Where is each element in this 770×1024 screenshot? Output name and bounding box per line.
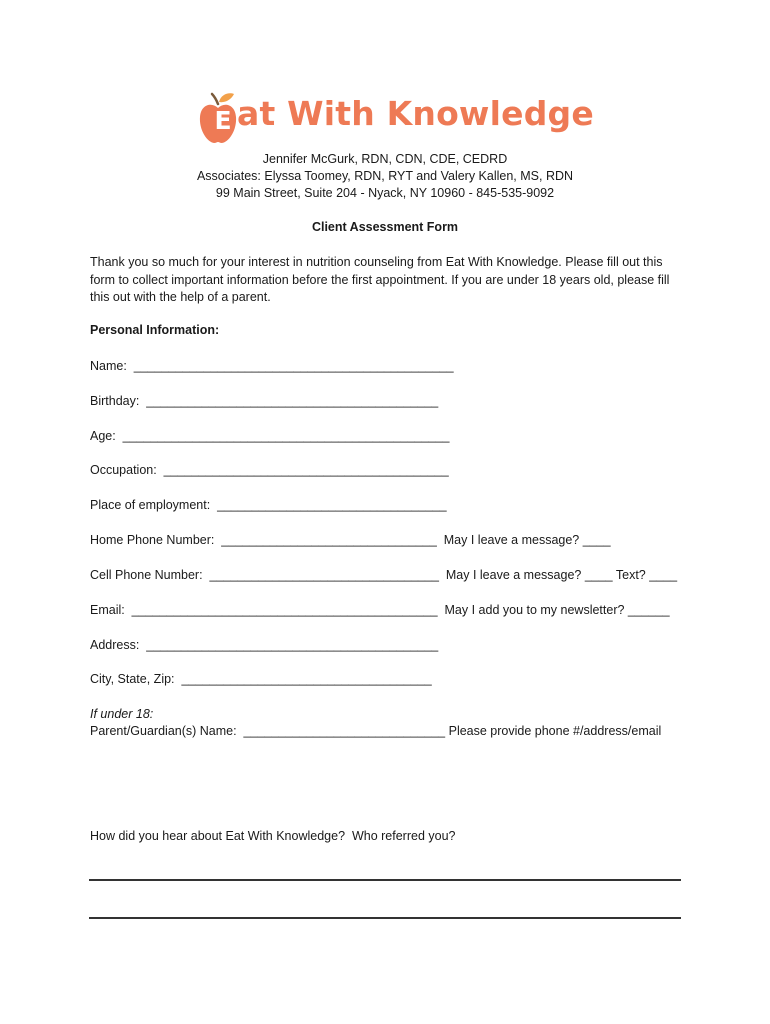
- referral-answer-line-1[interactable]: [89, 879, 681, 881]
- associates-line: Associates: Elyssa Toomey, RDN, RYT and Valery Kallen, MS, RDN: [196, 169, 574, 183]
- birthday-field[interactable]: Birthday: __________________________________________: [90, 394, 439, 408]
- address-line: 99 Main Street, Suite 204 - Nyack, NY 10960 - 845-535-9092: [215, 186, 555, 200]
- email-field[interactable]: Email: ____________________________________________ May I add you to my newsletter? ______: [90, 603, 670, 617]
- cell-phone-field[interactable]: Cell Phone Number: _________________________________ May I leave a message? ____ Text? ____: [90, 568, 678, 582]
- age-field[interactable]: Age: _______________________________________________: [90, 429, 450, 443]
- logo-text: at With Knowledge: [237, 94, 594, 133]
- form-title: Client Assessment Form: [311, 220, 459, 234]
- address-field[interactable]: Address: __________________________________________: [90, 638, 439, 652]
- personal-information-heading: Personal Information:: [90, 323, 220, 337]
- logo-letter-e: E: [214, 106, 232, 135]
- practitioner-line: Jennifer McGurk, RDN, CDN, CDE, CEDRD: [262, 152, 508, 166]
- city-state-zip-field[interactable]: City, State, Zip: ____________________________________: [90, 672, 432, 686]
- referral-answer-line-2[interactable]: [89, 917, 681, 919]
- referral-question: How did you hear about Eat With Knowledge? Who referred you?: [90, 829, 456, 843]
- under-18-label: If under 18:: [90, 707, 154, 721]
- intro-paragraph: Thank you so much for your interest in nutrition counseling from Eat With Knowledge. Please fill out this form to collect important information before the first appointment. If you are under 18 years old, please fill this out with the help of a parent.: [90, 255, 670, 304]
- guardian-name-field[interactable]: Parent/Guardian(s) Name: _____________________________ Please provide phone #/address/email: [90, 724, 662, 738]
- occupation-field[interactable]: Occupation: _________________________________________: [90, 463, 449, 477]
- name-field[interactable]: Name: ______________________________________________: [90, 359, 454, 373]
- employment-field[interactable]: Place of employment: _________________________________: [90, 498, 447, 512]
- eat-with-knowledge-logo: [198, 90, 594, 146]
- home-phone-field[interactable]: Home Phone Number: _______________________________ May I leave a message? ____: [90, 533, 611, 547]
